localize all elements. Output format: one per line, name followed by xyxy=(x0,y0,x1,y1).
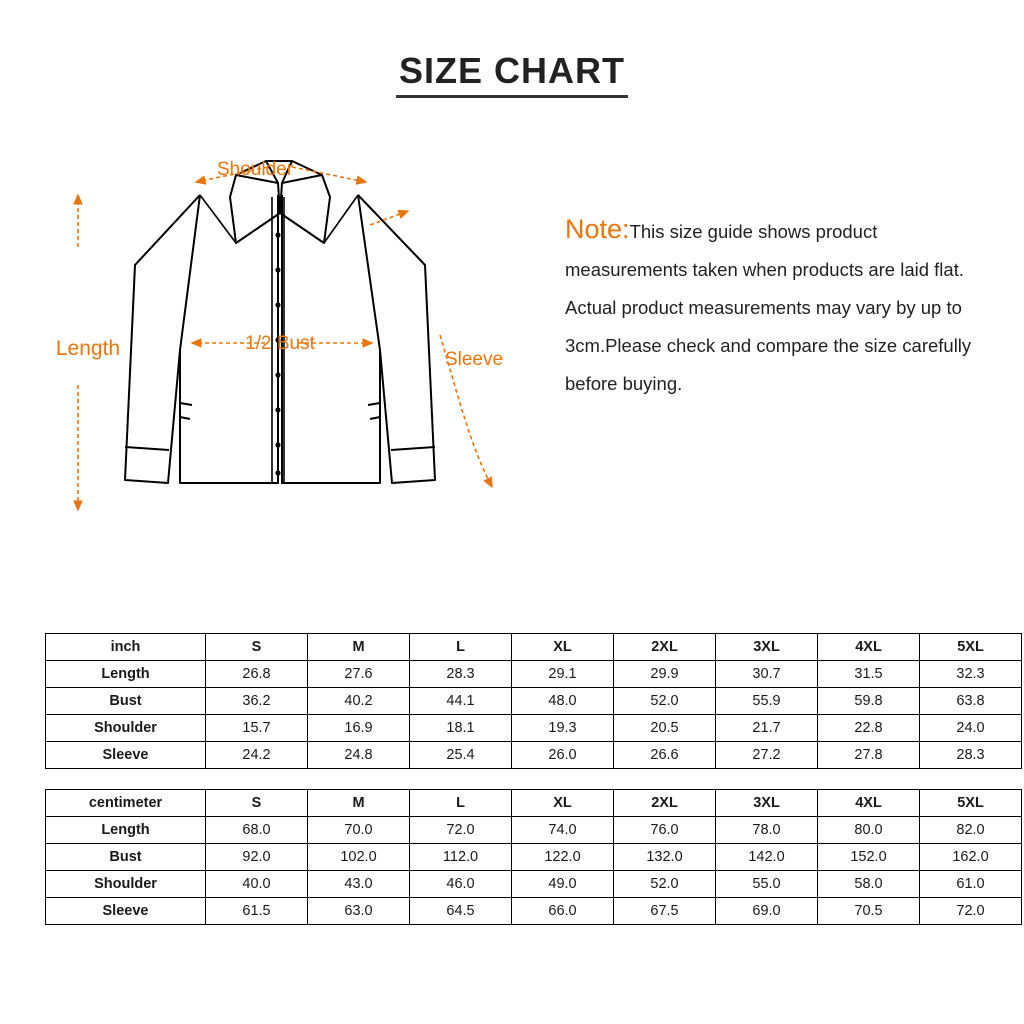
table-row xyxy=(46,844,1022,871)
measurement-cell: 63.0 xyxy=(308,898,410,925)
size-table-inch xyxy=(45,633,1022,769)
measurement-cell: 67.5 xyxy=(614,898,716,925)
measurement-cell: 15.7 xyxy=(206,715,308,742)
column-header-s: S xyxy=(206,634,308,661)
measurement-cell: 162.0 xyxy=(920,844,1022,871)
measurement-cell: 30.7 xyxy=(716,661,818,688)
table-row xyxy=(46,817,1022,844)
measurement-cell: 63.8 xyxy=(920,688,1022,715)
column-header-2xl: 2XL xyxy=(614,790,716,817)
table-cm-body xyxy=(46,790,1022,925)
measurement-cell: 26.8 xyxy=(206,661,308,688)
measurement-cell: 28.3 xyxy=(920,742,1022,769)
row-label: Length xyxy=(46,817,206,844)
measurement-cell: 46.0 xyxy=(410,871,512,898)
shirt-measurement-diagram xyxy=(40,135,540,545)
column-header-2xl: 2XL xyxy=(614,634,716,661)
measurement-cell: 19.3 xyxy=(512,715,614,742)
measurement-cell: 72.0 xyxy=(410,817,512,844)
measurement-cell: 72.0 xyxy=(920,898,1022,925)
measurement-cell: 122.0 xyxy=(512,844,614,871)
table-row xyxy=(46,661,1022,688)
column-header-3xl: 3XL xyxy=(716,790,818,817)
measurement-cell: 36.2 xyxy=(206,688,308,715)
measurement-cell: 27.2 xyxy=(716,742,818,769)
column-header-5xl: 5XL xyxy=(920,790,1022,817)
measurement-cell: 70.0 xyxy=(308,817,410,844)
measurement-cell: 31.5 xyxy=(818,661,920,688)
row-label: Bust xyxy=(46,844,206,871)
column-header-4xl: 4XL xyxy=(818,634,920,661)
label-sleeve: Sleeve xyxy=(444,349,504,370)
measurement-cell: 21.7 xyxy=(716,715,818,742)
column-header-l: L xyxy=(410,790,512,817)
measurement-cell: 102.0 xyxy=(308,844,410,871)
measurement-cell: 59.8 xyxy=(818,688,920,715)
table-row xyxy=(46,742,1022,769)
table-row xyxy=(46,871,1022,898)
table-row xyxy=(46,715,1022,742)
measurement-cell: 40.0 xyxy=(206,871,308,898)
note-label: Note: xyxy=(565,214,630,244)
label-shoulder: Shoulder xyxy=(216,159,294,180)
measurement-cell: 70.5 xyxy=(818,898,920,925)
label-half-bust: 1/2 Bust xyxy=(245,333,315,354)
unit-label: centimeter xyxy=(46,790,206,817)
column-header-s: S xyxy=(206,790,308,817)
measurement-cell: 44.1 xyxy=(410,688,512,715)
title-underline xyxy=(396,95,628,98)
measurement-cell: 24.2 xyxy=(206,742,308,769)
measurement-cell: 52.0 xyxy=(614,688,716,715)
measurement-cell: 55.9 xyxy=(716,688,818,715)
measurement-cell: 27.8 xyxy=(818,742,920,769)
measurement-cell: 61.0 xyxy=(920,871,1022,898)
measurement-cell: 82.0 xyxy=(920,817,1022,844)
measurement-cell: 27.6 xyxy=(308,661,410,688)
table-header-row xyxy=(46,790,1022,817)
measurement-cell: 18.1 xyxy=(410,715,512,742)
column-header-xl: XL xyxy=(512,634,614,661)
measurement-cell: 132.0 xyxy=(614,844,716,871)
measurement-cell: 142.0 xyxy=(716,844,818,871)
measurement-cell: 69.0 xyxy=(716,898,818,925)
measurement-cell: 26.6 xyxy=(614,742,716,769)
measurement-cell: 20.5 xyxy=(614,715,716,742)
measurement-cell: 68.0 xyxy=(206,817,308,844)
column-header-4xl: 4XL xyxy=(818,790,920,817)
measurement-cell: 43.0 xyxy=(308,871,410,898)
measurement-cell: 16.9 xyxy=(308,715,410,742)
row-label: Sleeve xyxy=(46,742,206,769)
size-table-centimeter xyxy=(45,789,1022,925)
measurement-cell: 40.2 xyxy=(308,688,410,715)
note-text: This size guide shows product measurements taken when products are laid flat. Actual product measurements may vary by up to 3cm.Please check and compare the size carefully before buying. xyxy=(565,221,972,394)
measurement-cell: 78.0 xyxy=(716,817,818,844)
column-header-l: L xyxy=(410,634,512,661)
measurement-cell: 24.0 xyxy=(920,715,1022,742)
column-header-m: M xyxy=(308,634,410,661)
measurement-cell: 64.5 xyxy=(410,898,512,925)
label-length: Length xyxy=(55,337,121,360)
measurement-cell: 24.8 xyxy=(308,742,410,769)
table-row xyxy=(46,688,1022,715)
table-inch-body xyxy=(46,634,1022,769)
row-label: Length xyxy=(46,661,206,688)
measurement-cell: 52.0 xyxy=(614,871,716,898)
table-header-row xyxy=(46,634,1022,661)
row-label: Shoulder xyxy=(46,715,206,742)
unit-label: inch xyxy=(46,634,206,661)
measurement-cell: 58.0 xyxy=(818,871,920,898)
column-header-m: M xyxy=(308,790,410,817)
measurement-cell: 49.0 xyxy=(512,871,614,898)
measurement-cell: 112.0 xyxy=(410,844,512,871)
row-label: Bust xyxy=(46,688,206,715)
table-row xyxy=(46,898,1022,925)
measurement-cell: 48.0 xyxy=(512,688,614,715)
row-label: Shoulder xyxy=(46,871,206,898)
column-header-5xl: 5XL xyxy=(920,634,1022,661)
measurement-cell: 66.0 xyxy=(512,898,614,925)
page-title: SIZE CHART xyxy=(399,50,625,91)
measurement-cell: 29.9 xyxy=(614,661,716,688)
measurement-cell: 26.0 xyxy=(512,742,614,769)
measurement-cell: 80.0 xyxy=(818,817,920,844)
measurement-cell: 22.8 xyxy=(818,715,920,742)
measurement-cell: 74.0 xyxy=(512,817,614,844)
measurement-cell: 32.3 xyxy=(920,661,1022,688)
column-header-3xl: 3XL xyxy=(716,634,818,661)
measurement-cell: 61.5 xyxy=(206,898,308,925)
column-header-xl: XL xyxy=(512,790,614,817)
measurement-cell: 29.1 xyxy=(512,661,614,688)
measurement-cell: 76.0 xyxy=(614,817,716,844)
note-block xyxy=(565,210,990,403)
measurement-cell: 25.4 xyxy=(410,742,512,769)
measurement-cell: 92.0 xyxy=(206,844,308,871)
measurement-cell: 152.0 xyxy=(818,844,920,871)
measurement-cell: 55.0 xyxy=(716,871,818,898)
row-label: Sleeve xyxy=(46,898,206,925)
measurement-cell: 28.3 xyxy=(410,661,512,688)
